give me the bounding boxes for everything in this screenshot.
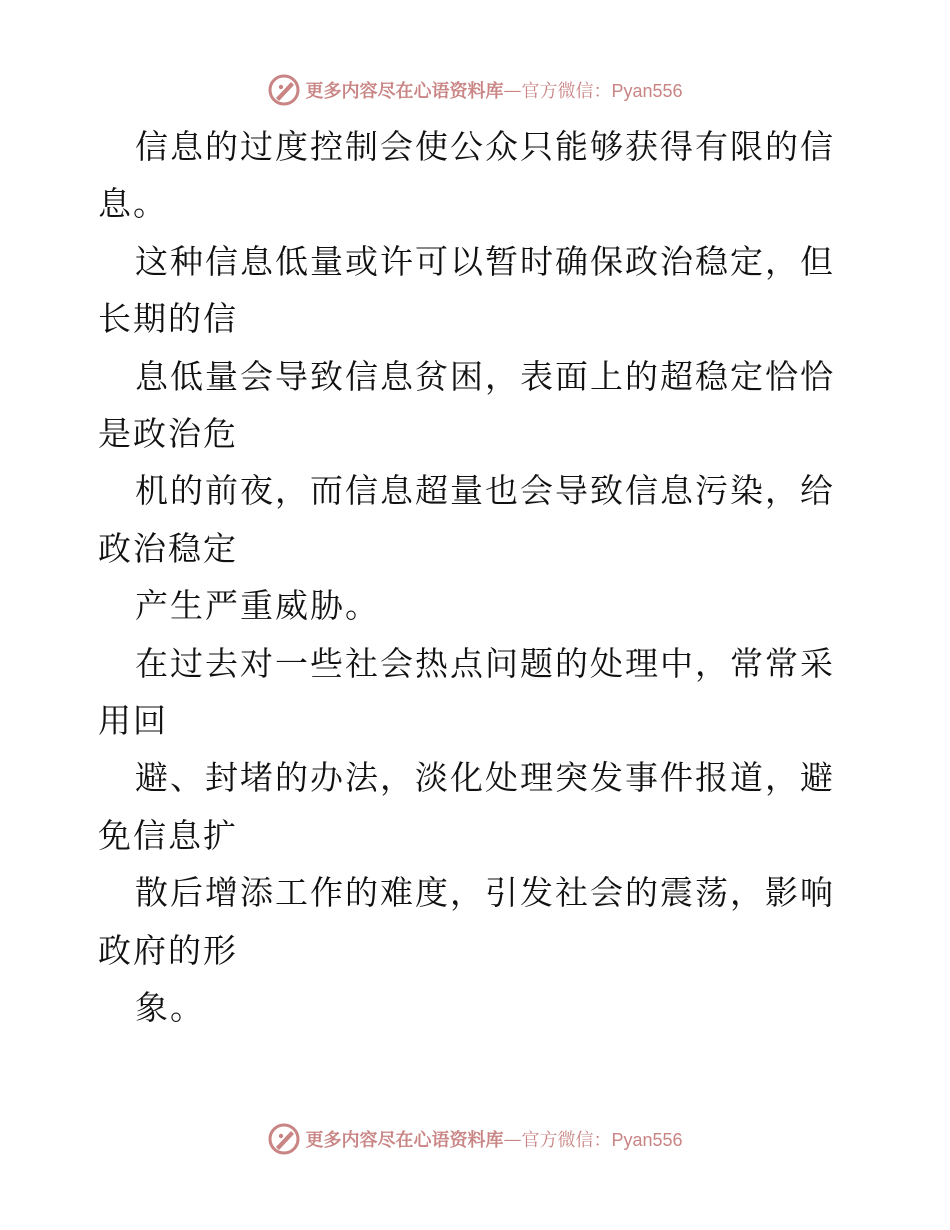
paragraph: 在过去对一些社会热点问题的处理中，常常采用回 (98, 643, 835, 741)
document-body (98, 118, 858, 1037)
paragraph: 散后增添工作的难度，引发社会的震荡，影响政府的形 (98, 873, 835, 970)
paragraph: 产生严重威胁。 (135, 586, 380, 626)
paragraph: 机的前夜，而信息超量也会导致信息污染，给政治稳定 (98, 471, 835, 568)
paragraph: 象。 (135, 988, 205, 1028)
paragraph: 这种信息低量或许可以暂时确保政治稳定，但长期的信 (98, 241, 835, 339)
paragraph: 信息的过度控制会使公众只能够获得有限的信息。 (98, 127, 835, 224)
watermark-separator: — (503, 79, 522, 101)
watermark-brand-text: 更多内容尽在心语资料库 (305, 81, 504, 102)
footer-watermark (0, 1119, 950, 1159)
watermark-brand-text: 更多内容尽在心语资料库 (305, 1130, 504, 1151)
watermark-contact-text: 官方微信：Pyan556 (521, 1130, 683, 1150)
header-watermark (0, 70, 950, 110)
seal-pen-icon (267, 73, 301, 107)
watermark-separator: — (503, 1128, 522, 1150)
seal-pen-icon (267, 1122, 301, 1156)
watermark-contact-text: 官方微信：Pyan556 (521, 81, 683, 101)
paragraph: 避、封堵的办法，淡化处理突发事件报道，避免信息扩 (98, 758, 835, 855)
paragraph: 息低量会导致信息贫困，表面上的超稳定恰恰是政治危 (98, 356, 835, 454)
